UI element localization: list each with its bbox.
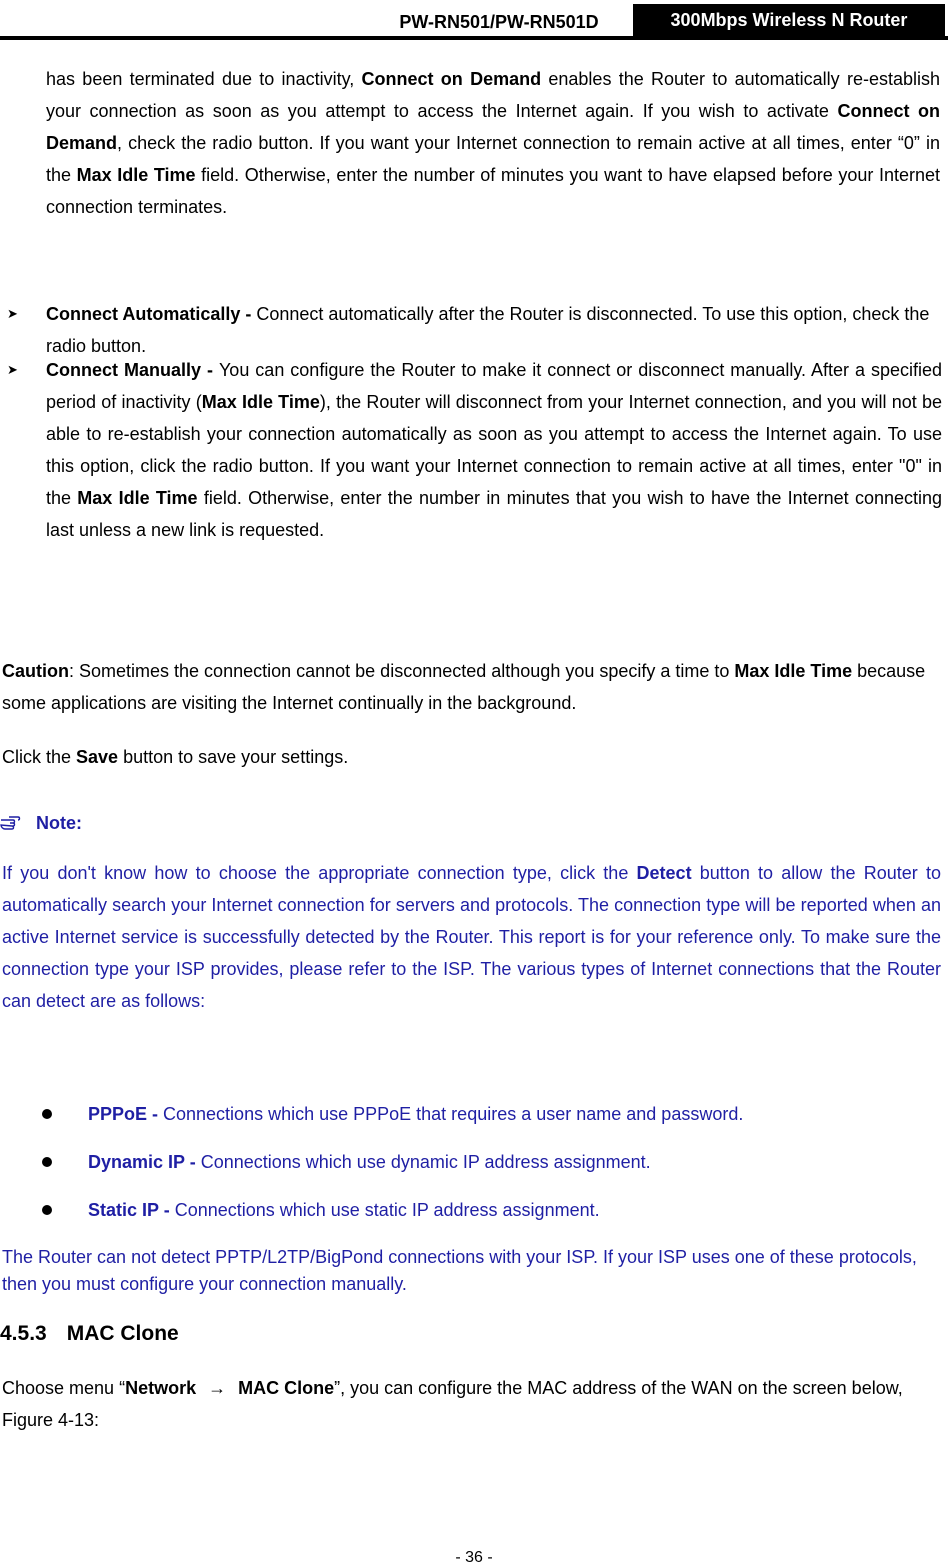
note-paragraph	[2, 857, 941, 1017]
save-bold: Save	[76, 747, 119, 767]
list-item-text: Connections which use PPPoE that requires a user name and password.	[163, 1104, 744, 1124]
caution-text-2: because some applications are visiting the Internet continually in the background.	[2, 661, 926, 713]
save-paragraph	[2, 741, 942, 773]
header-title: 300Mbps Wireless N Router	[633, 4, 945, 37]
intro-text-3: , check the radio button. If you want your Internet connection to remain active at all times, enter “0” in the	[46, 133, 940, 185]
save-text-1: Click the	[2, 747, 77, 767]
connect-automatically-item	[46, 298, 940, 362]
arrow-bullet-icon: ➤	[7, 362, 18, 377]
list-item-label: PPPoE -	[88, 1104, 164, 1124]
menu-text-2: ”, you can configure the MAC address of the WAN on the screen below, Figure 4-13:	[2, 1378, 903, 1430]
caution-text-1: : Sometimes the connection cannot be disconnected although you specify a time to	[69, 661, 735, 681]
header-model: PW-RN501/PW-RN501D	[399, 12, 599, 32]
list-item-label: Dynamic IP -	[88, 1152, 201, 1172]
auto-label: Connect Automatically -	[46, 304, 257, 324]
caution-paragraph	[2, 655, 942, 719]
caution-bold-2: Max Idle Time	[734, 661, 853, 681]
manual-text-3: field. Otherwise, enter the number in minutes that you wish to have the Internet connecting last unless a new link is requested.	[46, 488, 943, 540]
arrow-right-icon: →	[208, 1378, 227, 1398]
section-title: MAC Clone	[66, 1322, 179, 1345]
list-item	[88, 1146, 940, 1178]
note-bold-detect: Detect	[636, 863, 692, 883]
list-item-label: Static IP -	[88, 1200, 175, 1220]
note-text-2: button to allow the Router to automatically search your Internet connection for servers and protocols. The connection type will be reported when an active Internet service is successfully detected by the Router. This report is for your reference only. To make sure the connection type your ISP provides, please refer to the ISP. The various types of Internet connections that the Router can detect are as follows:	[2, 863, 941, 1011]
intro-paragraph	[46, 63, 940, 223]
intro-text-1: has been terminated due to inactivity,	[46, 69, 362, 89]
page-number: - 36 -	[455, 1549, 493, 1566]
bullet-dot-icon	[42, 1205, 52, 1215]
header-rule	[0, 36, 948, 40]
menu-text-1: Choose menu “	[2, 1378, 126, 1398]
note-heading	[0, 807, 82, 840]
list-item	[88, 1194, 940, 1226]
intro-bold-1: Connect on Demand	[361, 69, 542, 89]
list-item	[88, 1098, 940, 1130]
connect-manually-item	[46, 354, 942, 546]
note-footer: The Router can not detect PPTP/L2TP/BigPond connections with your ISP. If your ISP uses one of these protocols, then you must configure your connection manually.	[2, 1247, 917, 1294]
manual-bold-3: Max Idle Time	[77, 488, 198, 508]
manual-bold-2: Max Idle Time	[201, 392, 320, 412]
manual-text-2: ), the Router will disconnect from your Internet connection, and you will not be able to re-establish your connection automatically as soon as you attempt to access the Internet again. To use this option, click the radio button. If you want your Internet connection to remain active at all times, enter "0" in the	[46, 392, 942, 508]
menu-network: Network	[125, 1378, 197, 1398]
arrow-bullet-icon: ➤	[7, 306, 18, 321]
section-heading	[0, 1318, 179, 1350]
bullet-dot-icon	[42, 1109, 52, 1119]
list-item-text: Connections which use static IP address assignment.	[174, 1200, 600, 1220]
section-number: 4.5.3	[0, 1322, 47, 1345]
save-text-2: button to save your settings.	[118, 747, 349, 767]
intro-bold-2: Connect on Demand	[46, 101, 940, 153]
intro-text-4: field. Otherwise, enter the number of minutes you want to have elapsed before your Internet connection terminates.	[46, 165, 940, 217]
intro-text-2: enables the Router to automatically re-establish your connection as soon as you attempt to access the Internet again. If you wish to activate	[46, 69, 940, 121]
note-text-1: If you don't know how to choose the appropriate connection type, click the	[2, 863, 637, 883]
menu-paragraph	[2, 1372, 942, 1436]
menu-mac-clone: MAC Clone	[238, 1378, 335, 1398]
intro-bold-3: Max Idle Time	[76, 165, 196, 185]
bullet-dot-icon	[42, 1157, 52, 1167]
pointing-hand-icon	[0, 808, 28, 840]
auto-text: Connect automatically after the Router is disconnected. To use this option, check the radio button.	[46, 304, 930, 356]
manual-text-1: You can configure the Router to make it connect or disconnect manually. After a specified period of inactivity (	[46, 360, 943, 412]
manual-label: Connect Manually -	[46, 360, 219, 380]
note-label: Note:	[36, 813, 82, 833]
list-item-text: Connections which use dynamic IP address assignment.	[200, 1152, 651, 1172]
caution-label: Caution	[2, 661, 69, 681]
